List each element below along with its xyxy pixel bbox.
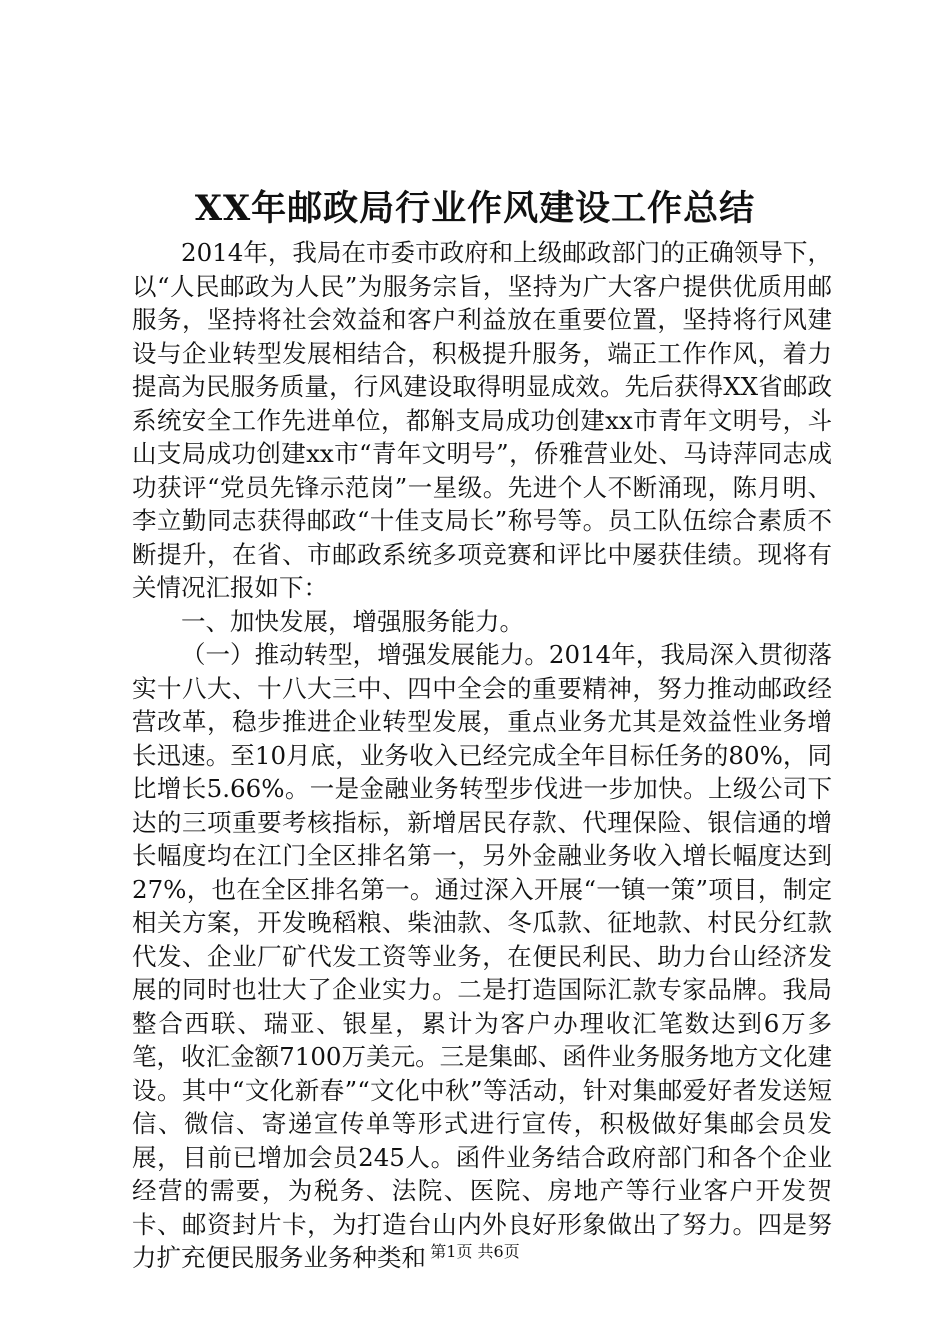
paragraph-intro: 2014年，我局在市委市政府和上级邮政部门的正确领导下，以“人民邮政为人民”为服务宗旨，坚持为广大客户提供优质用邮服务，坚持将社会效益和客户利益放在重要位置，坚持将行风建设与企业转型发展相结合，积极提升服务，端正工作作风，着力提高为民服务质量，行风建设取得明显成效。先后获得XX省邮政系统安全工作先进单位，都斛支局成功创建xx市青年文明号，斗山支局成功创建xx市“青年文明号”，侨雅营业处、马诗萍同志成功获评“党员先锋示范岗”一星级。先进个人不断涌现，陈月明、李立勤同志获得邮政“十佳支局长”称号等。员工队伍综合素质不断提升，在省、市邮政系统多项竞赛和评比中屡获佳绩。现将有关情况汇报如下： xyxy=(132,238,832,602)
paragraph-subsection-1: （一）推动转型，增强发展能力。2014年，我局深入贯彻落实十八大、十八大三中、四中全会的重要精神，努力推动邮政经营改革，稳步推进企业转型发展，重点业务尤其是效益性业务增长迅速。至10月底，业务收入已经完成全年目标任务的80%，同比增长5.66%。一是金融业务转型步伐进一步加快。上级公司下达的三项重要考核指标，新增居民存款、代理保险、银信通的增长幅度均在江门全区排名第一，另外金融业务收入增长幅度达到27%，也在全区排名第一。通过深入开展“一镇一策”项目，制定相关方案，开发晚稻粮、柴油款、冬瓜款、征地款、村民分红款代发、企业厂矿代发工资等业务，在便民利民、助力台山经济发展的同时也壮大了企业实力。二是打造国际汇款专家品牌。我局整合西联、瑞亚、银星，累计为客户办理收汇笔数达到6万多笔，收汇金额7100万美元。三是集邮、函件业务服务地方文化建设。其中“文化新春”“文化中秋”等活动，针对集邮爱好者发送短信、微信、寄递宣传单等形式进行宣传，积极做好集邮会员发展，目前已增加会员245人。函件业务结合政府部门和各个企业经营的需要，为税务、法院、医院、房地产等行业客户开发贺卡、邮资封片卡，为打造台山内外良好形象做出了努力。四是努力扩充便民服务业务种类和 xyxy=(132,640,832,1272)
document-title: XX年邮政局行业作风建设工作总结 xyxy=(194,188,756,229)
section-heading-1: 一、加快发展，增强服务能力。 xyxy=(181,606,524,636)
document-body xyxy=(132,236,832,1275)
page-number-footer: 第1页 共6页 xyxy=(430,1242,520,1261)
